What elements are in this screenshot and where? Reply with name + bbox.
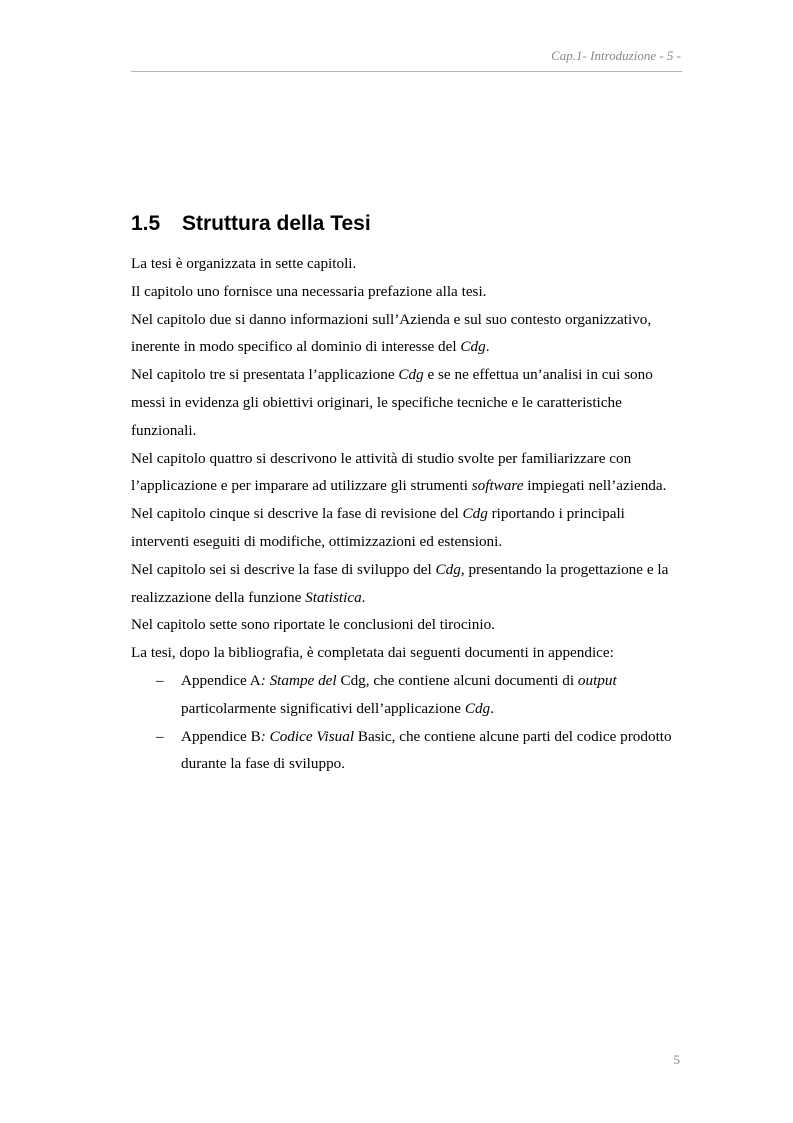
paragraph: Nel capitolo tre si presentata l’applicazione Cdg e se ne effettua un’analisi in cui sono messi in evidenza gli obiettivi originari, le specifiche tecniche e le caratteristiche funzionali. bbox=[131, 366, 653, 439]
page-number: 5 bbox=[673, 1052, 680, 1067]
section-number: 1.5 bbox=[131, 212, 161, 235]
paragraph: La tesi è organizzata in sette capitoli. bbox=[131, 255, 357, 272]
paragraph: Nel capitolo cinque si descrive la fase di revisione del Cdg riportando i principali interventi eseguiti di modifiche, ottimizzazioni ed estensioni. bbox=[131, 505, 625, 550]
body-text bbox=[131, 250, 683, 778]
paragraph: La tesi, dopo la bibliografia, è completata dai seguenti documenti in appendice: bbox=[131, 644, 614, 662]
paragraph: Nel capitolo sette sono riportate le conclusioni del tirocinio. bbox=[131, 616, 495, 634]
list-item: – Appendice A: Stampe del Cdg, che contiene alcuni documenti di output particolarmente significativi dell’applicazione Cdg. bbox=[131, 667, 683, 723]
running-header: Cap.1- Introduzione - 5 - bbox=[551, 48, 681, 63]
header-rule bbox=[131, 71, 682, 72]
appendix-list bbox=[131, 667, 683, 778]
section-title: Struttura della Tesi bbox=[182, 212, 371, 235]
dash-bullet: – bbox=[156, 671, 164, 689]
dash-bullet: – bbox=[156, 727, 164, 745]
paragraph: Nel capitolo sei si descrive la fase di sviluppo del Cdg, presentando la progettazione e la realizzazione della funzione Statistica. bbox=[131, 560, 669, 606]
section-heading bbox=[131, 212, 371, 236]
paragraph: Il capitolo uno fornisce una necessaria prefazione alla tesi. bbox=[131, 282, 487, 300]
paragraph: Nel capitolo due si danno informazioni sull’Azienda e sul suo contesto organizzativo, inerente in modo specifico al dominio di interesse del Cdg. bbox=[131, 310, 652, 356]
paragraph: Nel capitolo quattro si descrivono le attività di studio svolte per familiarizzare con l’applicazione e per imparare ad utilizzare gli strumenti software impiegati nell’azienda. bbox=[131, 449, 667, 495]
list-item: – Appendice B: Codice Visual Basic, che contiene alcune parti del codice prodotto durante la fase di sviluppo. bbox=[131, 723, 683, 779]
